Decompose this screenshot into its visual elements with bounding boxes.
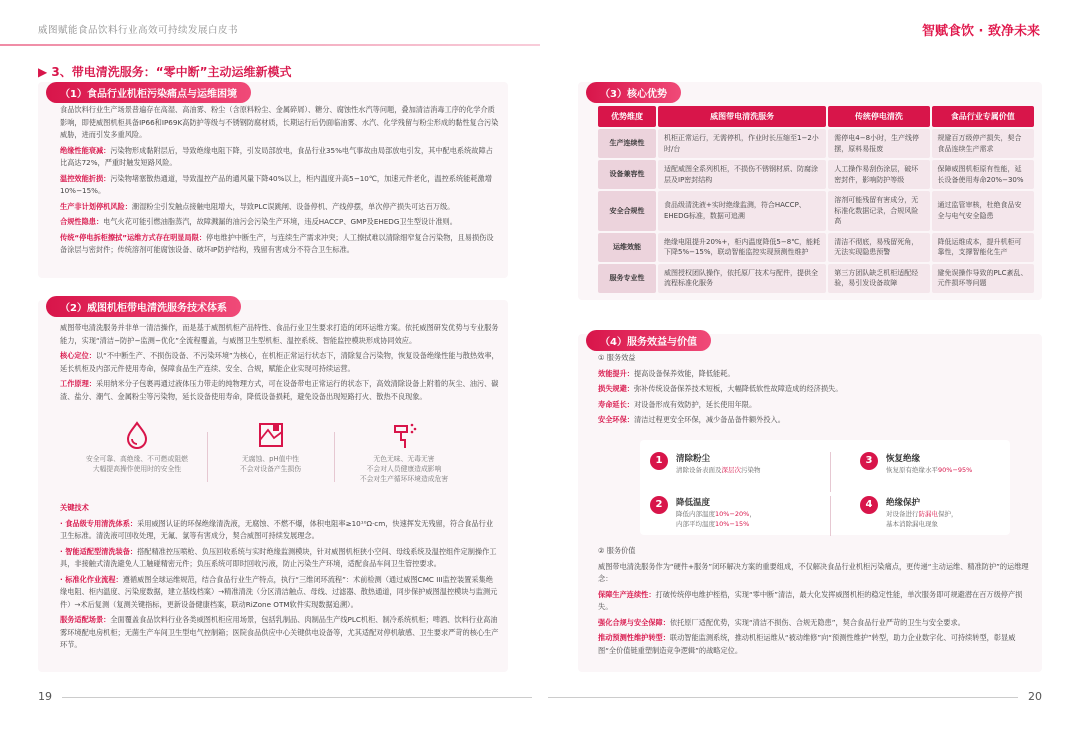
value-subtitle: ② 服务价值 <box>598 546 636 555</box>
table-header: 优势维度 <box>598 106 656 127</box>
benefit-item: 损失规避：弥补传统设备保养技术短板，大幅降低软性故障造成的经济损失。 <box>598 384 843 393</box>
table-header: 传统停电清洗 <box>828 106 929 127</box>
section-marker-icon: ▶ <box>38 65 48 79</box>
spray-nozzle-icon <box>389 420 419 450</box>
header-slogan: 智赋食饮 · 致净未来 <box>922 24 1040 39</box>
feature-noncorrosive: 无腐蚀、pH值中性 不会对设备产生损伤 <box>212 420 330 484</box>
footer-line <box>548 697 1018 698</box>
shapes-icon <box>256 420 286 450</box>
section-title-text: 3、带电清洗服务：“零中断”主动运维新模式 <box>51 65 292 79</box>
footer-line <box>62 697 532 698</box>
feature-icons-row <box>78 420 463 484</box>
value-item: 强化合规与安全保障：依托原厂适配优势，实现“清洁不损伤、合规无隐患”，契合食品行业严苛的卫生与安全要求。 <box>598 617 965 627</box>
page-number-left: 19 <box>38 690 52 703</box>
feature-nontoxic: 无色无味、无毒无害 不会对人员健康造成影响 不会对生产循环环境造成危害 <box>345 420 463 484</box>
card-divider <box>830 452 831 492</box>
tech-item: 核心定位：以“不中断生产、不损伤设备、不污染环境”为核心，在机柜正常运行状态下，清除复合污染物，恢复设备绝缘性能与散热效率，延长机柜及内部元件使用寿命，保障食品生产连续、安全、合规，赋能企业实现可持续运营。 <box>60 351 499 373</box>
icon-divider <box>334 432 335 482</box>
water-drop-icon <box>122 420 152 450</box>
value-item: 保障生产连续性：打破传统停电维护桎梏，实现“零中断”清洁，最大化发挥威图机柜的稳定性能，单次服务即可规避潜在百万级停产损失。 <box>598 589 1023 611</box>
key-tech-item: 服务适配场景：全面覆盖食品饮料行业各类威图机柜应用场景，包括乳制品、肉制品生产线PLC机柜、制冷系统机柜；啤酒、饮料行业高油雾环境配电房机柜；无菌生产车间卫生型电气控制箱；医院食品供应中心关键供电设备等，尤其适配对停机敏感、卫生要求严苛的核心生产环节。 <box>60 615 499 649</box>
pain-item: 合规性隐患：电气火花可能引燃油脂蒸汽，故障溅漏的油污会污染生产环境，违反HACCP、GMP及EHEDG卫生型设计准则。 <box>60 217 457 226</box>
service-value-section <box>598 545 1030 657</box>
pain-points-heading: （1）食品行业机柜污染痛点与运维困境 <box>46 82 251 103</box>
value-intro: 威图带电清洗服务作为“硬件+服务”闭环解决方案的重要组成，不仅解决食品行业机柜污染痛点，更传递“主动运维、精准防护”的运维理念： <box>598 561 1029 583</box>
feature-safe: 安全可靠、高绝缘、不可燃或阻燃 大幅提高操作使用时的安全性 <box>78 420 196 484</box>
key-tech-item: · 食品级专用清洗体系：采用威图认证的环保绝缘清洗液，无腐蚀、不燃不爆，体积电阻率≥10¹⁰Ω·cm，快速挥发无残留，符合食品行业卫生标准。清洗液可回收处理，无氟、氯等有害成分，契合威图可持续发展理念。 <box>60 518 494 540</box>
table-header-row <box>598 106 1034 127</box>
table-row: 生产连续性 机柜正常运行，无需停机，作业时长压缩至1−2小时/台 需停电4−8小时，生产线停摆，原料易报废 规避百万级停产损失，契合食品连续生产需求 <box>598 129 1034 158</box>
benefit-card: 1 清除粉尘 清除设备表面及深层次污染物 <box>650 452 850 490</box>
benefit-item: 寿命延长：对设备形成有效防护，延长使用年限。 <box>598 399 757 409</box>
tech-system-heading: （2）威图机柜带电清洗服务技术体系 <box>46 296 241 317</box>
benefits-heading: （4）服务效益与价值 <box>586 330 711 351</box>
table-row: 运维效能 绝缘电阻提升20%+，柜内温度降低5−8℃，能耗下降5%−15%，联动智能监控实现预测性维护 清洁不彻底，易残留死角，无法实现隐患预警 降低运维成本，提升机柜可靠性，支撑智能化生产 <box>598 233 1034 262</box>
page-number-right: 20 <box>1028 690 1042 703</box>
key-tech-title: 关键技术 <box>60 503 89 512</box>
benefit-item: 效能提升：提高设备保养效能，降低能耗。 <box>598 368 735 378</box>
icon-divider <box>207 432 208 482</box>
value-item: 推动预测性维护转型：联动智能监测系统，推动机柜运维从“被动维修”向“预测性维护”转型，助力企业数字化、可持续转型，彰显威图“全价值链重塑制造竞争逻辑”的战略定位。 <box>598 633 1016 655</box>
pain-points-panel <box>38 82 508 278</box>
table-row: 设备兼容性 适配威图全系列机柜，不损伤不锈钢材质、防腐涂层及IP密封结构 人工操作易刮伤涂层，破坏密封件，影响防护等级 保障威图机柜原有性能，延长设备使用寿命20%−30% <box>598 160 1034 189</box>
doc-header-title: 威图赋能食品饮料行业高效可持续发展白皮书 <box>38 25 239 36</box>
key-tech-item: · 智能适配型清洗装备：搭配精准控压喷枪、负压回收系统与实时绝缘监测模块，针对威图机柜狭小空间、母线系统及温控组件定制操作工具，非接触式清洗避免人工触碰精密元件；负压系统可即时回收污液，防止污染生产环境，适配食品车间卫生管控要求。 <box>60 546 497 568</box>
benefit-card: 3 恢复绝缘 恢复原有绝缘水平90%−95% <box>860 452 1060 490</box>
key-tech-item: · 标准化作业流程：遵循威图全球运维规范，结合食品行业生产特点，执行“三维闭环流程”：术前检测（通过威图CMC III监控装置采集绝缘电阻、柜内温度、污染度数据，建立基线档案）→精准清洗（分区清洁触点、母线、过滤器、散热通道，同步保护威图温控模块与监测元件）→术后复测（复测关键指标，更新设备健康档案，联动RiZone OTM软件实现数据追溯）。 <box>60 574 498 609</box>
section-title <box>38 63 292 80</box>
tech-item: 工作原理：采用纳米分子包裹再通过液体压力带走的纯物理方式，可在设备带电正常运行的状态下，高效清除设备上附着的灰尘、油污、碳渣、盐分、潮气、金属粉尘等污染物，延长设备使用寿命，降低设备损耗，避免设备出现短路打火、散热不良现象。 <box>60 379 499 401</box>
pain-item: 传统“停电拆柜擦拭”运维方式存在明显局限：停电维护中断生产，与连续生产需求冲突；人工擦拭难以清除细窄复合污染物，且易损伤设备涂层与密封件；传统溶剂可能腐蚀设备、破坏IP防护结构，残留有害成分不符合卫生标准。 <box>60 232 494 254</box>
comparison-table <box>596 104 1036 295</box>
benefit-card: 4 绝缘保护 对设备进行防漏电保护， 基本消除漏电现象 <box>860 496 1060 534</box>
pain-item: 生产非计划停机风险：潮湿粉尘引发触点接触电阻增大，导致PLC误跳闸、设备停机、产线停摆，单次停产损失可达百万级。 <box>60 201 455 211</box>
card-divider <box>830 496 831 536</box>
pain-item: 温控效能折损：污染物堵塞散热通道，导致温控产品的通风量下降40%以上，柜内温度升高5−10℃，加速元件老化，温控系统能耗激增10%−15%。 <box>60 173 492 195</box>
benefit-item: 安全环保：清洁过程更安全环保，减少备品备件额外投入。 <box>598 415 785 424</box>
pain-item: 绝缘性能衰减：污染物形成黏附层后，导致绝缘电阻下降，引发局部放电，食品行业35%电气事故由局部放电引发，其中配电系统故障占比高达72%，严重时触发短路风险。 <box>60 145 493 167</box>
table-row: 服务专业性 威图授权团队操作，依托原厂技术与配件，提供全流程标准化服务 第三方团队缺乏机柜适配经验，易引发设备故障 避免误操作导致的PLC紊乱、元件损坏等问题 <box>598 264 1034 293</box>
core-advantages-heading: （3）核心优势 <box>586 82 681 103</box>
table-row: 安全合规性 食品级清洗液+实时绝缘监测，符合HACCP、EHEDG标准，数据可追溯 溶剂可能残留有害成分，无标准化数据记录，合规风险高 通过监管审核，杜绝食品安全与电气安全隐患 <box>598 191 1034 231</box>
benefits-subtitle: ① 服务效益 <box>598 353 636 362</box>
pain-points-intro: 食品饮料行业生产场景普遍存在高湿、高油雾、粉尘（含原料粉尘、金属碎屑）、糖分、腐蚀性水汽等问题，叠加清洁消毒工序的化学介质影响，即使威图机柜具备IP66和IP69K高防护等级与不锈钢防腐材质，长期运行后仍面临油雾、水汽、化学残留与粉尘形成的黏性复合污染威胁，进而引发多重风险。 <box>60 105 499 139</box>
benefit-card: 2 降低温度 降低内部温度10%−20%， 内部平均温度10%−15% <box>650 496 850 534</box>
header-divider <box>0 44 540 46</box>
table-header: 食品行业专属价值 <box>932 106 1034 127</box>
key-tech-section <box>60 502 500 652</box>
tech-intro: 威图带电清洗服务并非单一清洁操作，而是基于威图机柜产品特性、食品行业卫生要求打造的闭环运维方案。依托威图研发优势与专业服务能力，实现“清洁−防护−监测−优化”全流程覆盖，与威图卫生型机柜、温控系统、智能监控模块形成协同效应。 <box>60 323 499 345</box>
table-header: 威图带电清洗服务 <box>658 106 826 127</box>
